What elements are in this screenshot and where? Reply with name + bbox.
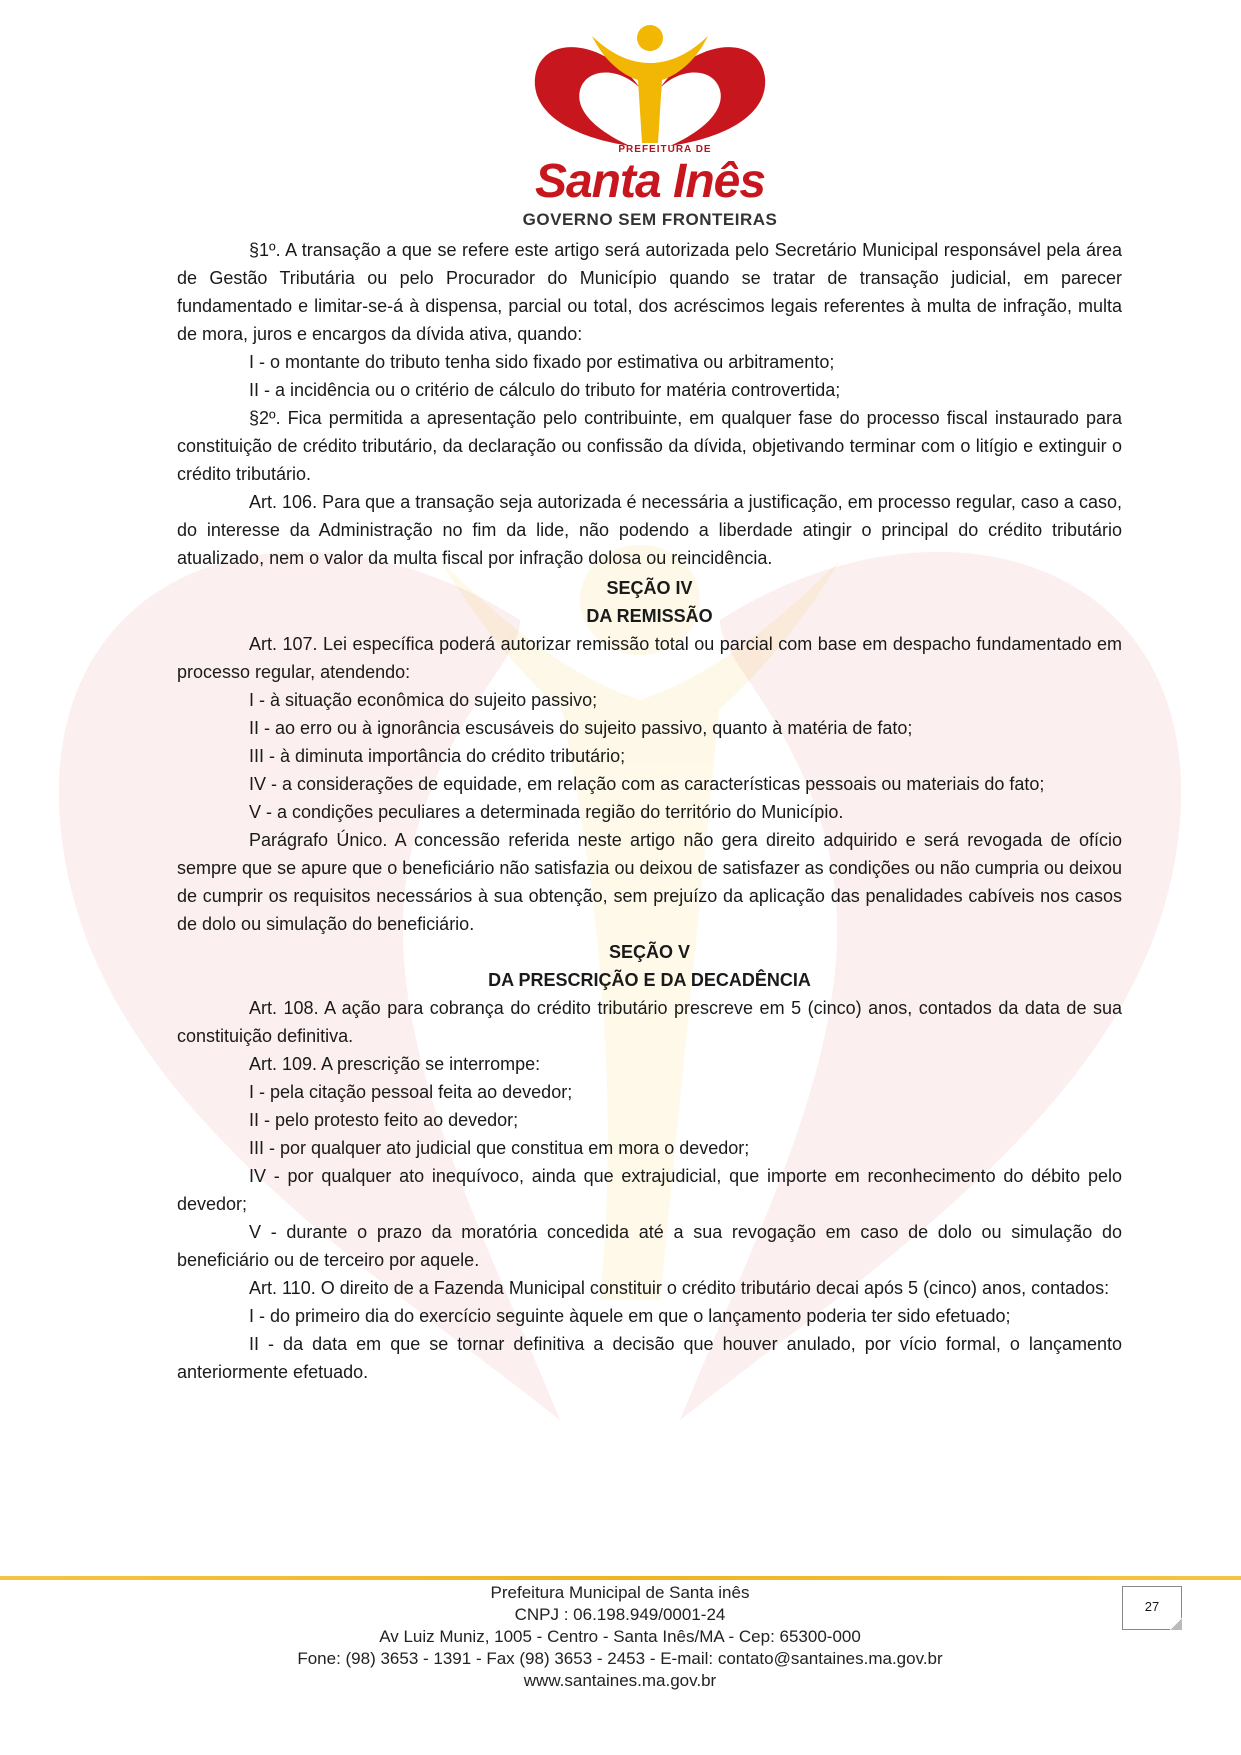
logo-slogan: GOVERNO SEM FRONTEIRAS [522,210,778,229]
list-item: II - da data em que se tornar definitiva a decisão que houver anulado, por vício formal, o lançamento anteriormente efetuado. [177,1334,1122,1382]
heart-figure-icon [500,18,800,153]
list-item: I - do primeiro dia do exercício seguinte àquele em que o lançamento poderia ter sido efetuado; [249,1306,1011,1326]
list-item: IV - a considerações de equidade, em relação com as características pessoais ou materiais do fato; [249,774,1045,794]
article-106: Art. 106. Para que a transação seja autorizada é necessária a justificação, em processo regular, caso a caso, do interesse da Administração no fim da lide, não podendo a liberdade atingir o principal do crédito tributário atualizado, nem o valor da multa fiscal por infração dolosa ou reincidência. [177,492,1122,568]
list-item: II - pelo protesto feito ao devedor; [249,1110,519,1130]
list-item: III - por qualquer ato judicial que constitua em mora o devedor; [249,1138,750,1158]
footer-divider [0,1576,1241,1580]
section-title: DA PRESCRIÇÃO E DA DECADÊNCIA [488,970,811,990]
footer-website: www.santaines.ma.gov.br [523,1671,717,1690]
article-108: Art. 108. A ação para cobrança do crédito tributário prescreve em 5 (cinco) anos, contados da data de sua constituição definitiva. [177,998,1122,1046]
municipal-logo [500,18,800,229]
list-item: I - à situação econômica do sujeito passivo; [249,690,598,710]
footer-institution: Prefeitura Municipal de Santa inês [490,1583,750,1602]
article-110: Art. 110. O direito de a Fazenda Municipal constituir o crédito tributário decai após 5 (cinco) anos, contados: [249,1278,1110,1298]
list-item: I - pela citação pessoal feita ao devedor; [249,1082,573,1102]
paragraph: Parágrafo Único. A concessão referida neste artigo não gera direito adquirido e será revogada de ofício sempre que se apure que o beneficiário não satisfazia ou deixou de satisfazer as condições ou não cumpria ou deixou de cumprir os requisitos necessários à sua obtenção, sem prejuízo da aplicação das penalidades cabíveis nos casos de dolo ou simulação do beneficiário. [177,830,1122,934]
list-item: III - à diminuta importância do crédito tributário; [249,746,626,766]
logo-city-name: Santa Inês [534,155,766,208]
article-107: Art. 107. Lei específica poderá autorizar remissão total ou parcial com base em despacho fundamentado em processo regular, atendendo: [177,634,1122,682]
list-item: IV - por qualquer ato inequívoco, ainda que extrajudicial, que importe em reconhecimento do débito pelo devedor; [177,1166,1122,1214]
list-item: V - a condições peculiares a determinada região do território do Município. [249,802,844,822]
section-heading: SEÇÃO V [608,942,691,962]
footer [200,1582,1040,1692]
footer-cnpj: CNPJ : 06.198.949/0001-24 [514,1605,726,1624]
list-item: II - ao erro ou à ignorância escusáveis do sujeito passivo, quanto à matéria de fato; [249,718,913,738]
footer-address: Av Luiz Muniz, 1005 - Centro - Santa Inês/MA - Cep: 65300-000 [379,1627,861,1646]
paragraph: §1º. A transação a que se refere este artigo será autorizada pelo Secretário Municipal responsável pela área de Gestão Tributária ou pelo Procurador do Município quando se tratar de transação judicial, em parecer fundamentado e limitar-se-á à dispensa, parcial ou total, dos acréscimos legais referentes à multa de infração, multa de mora, juros e encargos da dívida ativa, quando: [177,240,1122,344]
section-heading: SEÇÃO IV [606,578,693,598]
logo-prefeitura-text: PREFEITURA DE [618,144,712,155]
list-item: I - o montante do tributo tenha sido fixado por estimativa ou arbitramento; [249,352,835,372]
document-body [177,236,1122,1386]
list-item: II - a incidência ou o critério de cálculo do tributo for matéria controvertida; [249,380,841,400]
list-item: V - durante o prazo da moratória concedida até a sua revogação em caso de dolo ou simulação do beneficiário ou de terceiro por aquele. [177,1222,1122,1270]
paragraph: §2º. Fica permitida a apresentação pelo contribuinte, em qualquer fase do processo fiscal instaurado para constituição de crédito tributário, da declaração ou confissão da dívida, objetivando terminar com o litígio e extinguir o crédito tributário. [177,408,1122,484]
footer-contact: Fone: (98) 3653 - 1391 - Fax (98) 3653 - 2453 - E-mail: contato@santaines.ma.gov.br [297,1649,943,1668]
page-number: 27 [1122,1586,1182,1630]
article-109: Art. 109. A prescrição se interrompe: [249,1054,541,1074]
section-title: DA REMISSÃO [586,606,713,626]
